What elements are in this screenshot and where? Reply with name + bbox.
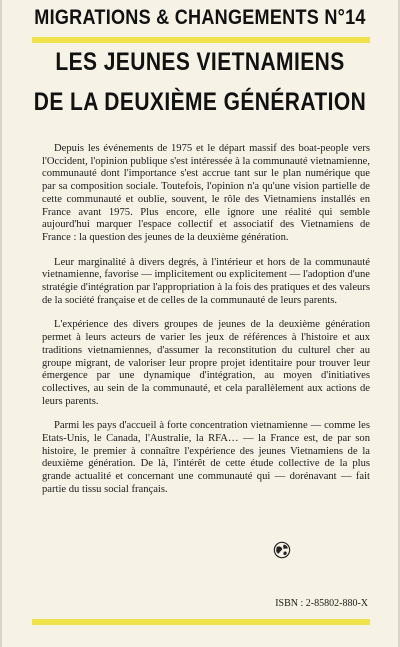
blurb-paragraph-2: Leur marginalité à divers degrés, à l'intérieur et hors de la communauté vietnamienne, favorise — implicitement ou explicitement — l'adoption d'une stratégie d'intégration par l'appropriation à la fois des pratiques et des valeurs de la société française et de celles de la communauté de leurs parents. <box>42 256 370 306</box>
title-line-1: LES JEUNES VIETNAMIENS <box>55 48 345 76</box>
blurb-paragraph-3: L'expérience des divers groupes de jeunes de la deuxième génération permet à leurs acteurs de varier les jeux de références à l'histoire et aux traditions vietnamiennes, d'assumer la reconstitution du culturel cher au groupe migrant, de valoriser leur propre projet identitaire pour trouver leur émergence par une dynamique d'intégration, au moyen d'initiatives collectives, au sein de la communauté, et cela parallèlement aux actions de leurs parents. <box>42 319 370 407</box>
isbn-number: ISBN : 2-85802-880-X <box>275 598 368 609</box>
blurb-paragraph-4: Parmi les pays d'accueil à forte concentration vietnamienne — comme les Etats-Unis, le Canada, l'Australie, la RFA… — la France est, de par son histoire, le premier à connaître l'expérience des jeunes Vietnamiens de la deuxième génération. De là, l'intérêt de cette étude collective de la plus grande actualité et concernant une communauté qui — dorénavant — fait partie du tissu social français. <box>42 420 370 495</box>
series-heading: MIGRATIONS & CHANGEMENTS N°14 <box>34 6 366 29</box>
blurb-paragraph-1: Depuis les événements de 1975 et le départ massif des boat-people vers l'Occident, l'opinion publique s'est intéressée à la communauté vietnamienne, communauté dont l'importance s'est accrue tant sur le plan numérique que par sa composition sociale. Toutefois, l'opinion n'a qu'une vision partielle de cette communauté et oublie, souvent, le rôle des Vietnamiens installés en France avant 1975. Plus encore, elle ignore une réalité qui semble aujourd'hui marquer l'espace collectif et associatif des Vietnamiens de France : la question des jeunes de la deuxième génération. <box>42 143 370 243</box>
blurb-text <box>42 143 370 509</box>
top-yellow-rule <box>32 37 370 43</box>
bottom-yellow-rule <box>32 619 370 625</box>
globe-icon <box>273 541 291 559</box>
title-line-2: DE LA DEUXIÈME GÉNÉRATION <box>33 88 367 116</box>
